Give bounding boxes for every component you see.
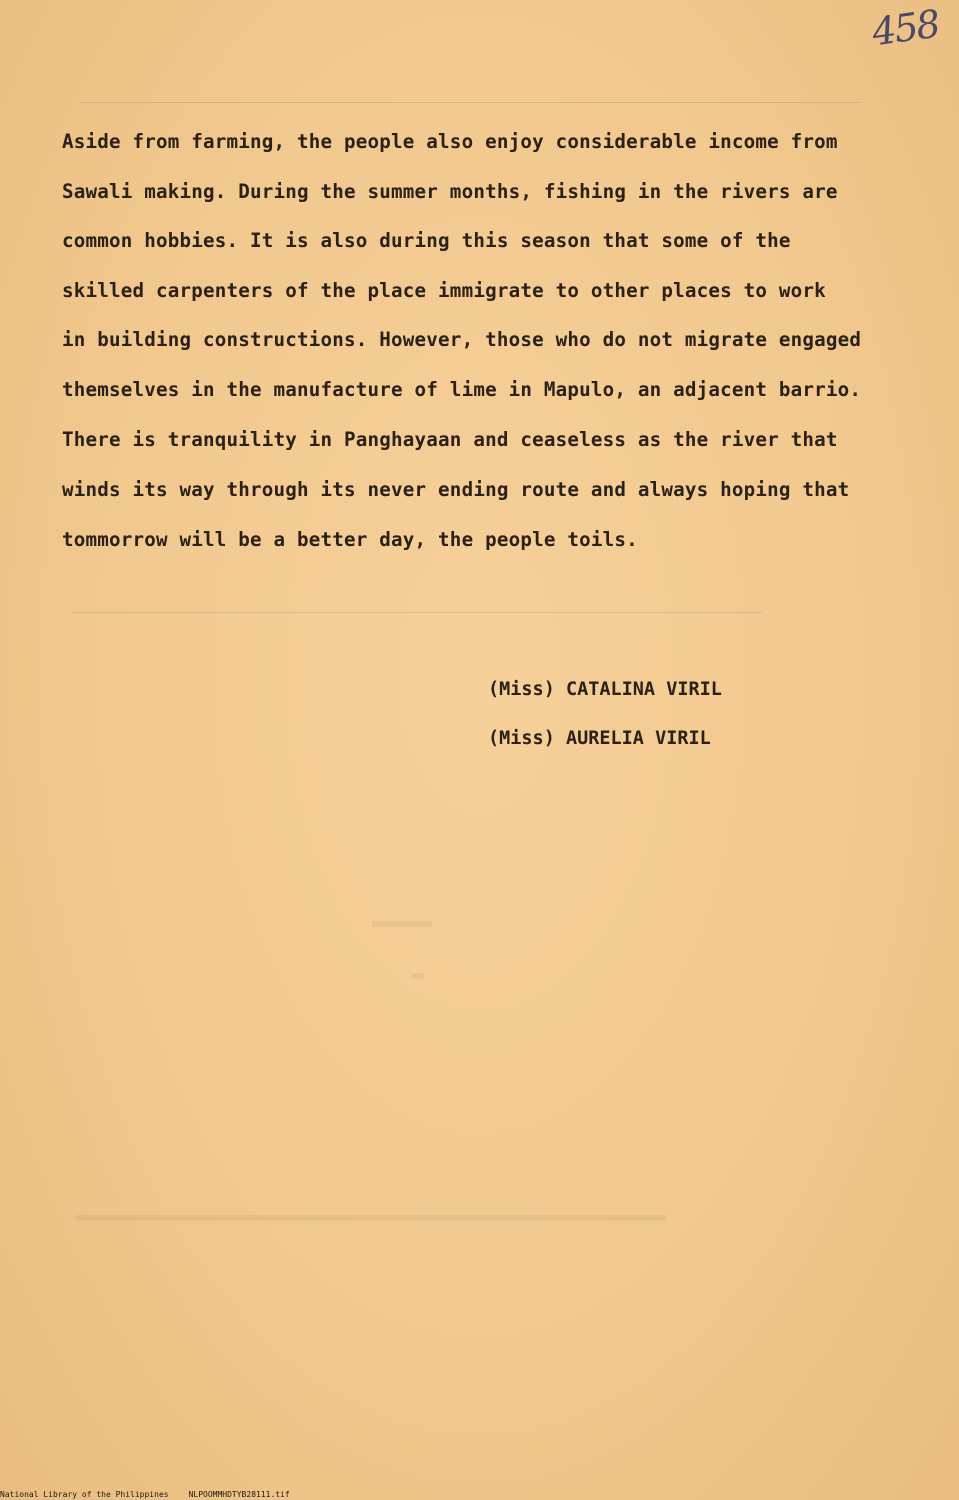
body-line: themselves in the manufacture of lime in Mapulo, an adjacent barrio. bbox=[62, 378, 862, 401]
bleed-through-mark: ▬▬▬▬▬ bbox=[372, 910, 433, 934]
signature-catalina: (Miss) CATALINA VIRIL bbox=[488, 679, 722, 700]
body-line: There is tranquility in Panghayaan and ceaseless as the river that bbox=[62, 428, 838, 451]
faint-rule-top bbox=[80, 102, 860, 103]
body-line: in building constructions. However, those who do not migrate engaged bbox=[62, 328, 862, 351]
body-line: skilled carpenters of the place immigrate to other places to work bbox=[62, 279, 826, 302]
scan-footer bbox=[0, 1490, 310, 1499]
body-line: common hobbies. It is also during this season that some of the bbox=[62, 229, 791, 252]
bleed-through-mark: ▬ bbox=[412, 962, 425, 986]
signature-block bbox=[488, 676, 722, 774]
bleed-through-mark: ▬▬▬▬▬▬▬▬▬▬▬▬▬▬▬▬▬▬▬▬▬▬▬▬▬▬▬▬▬▬▬▬▬▬▬▬▬▬▬▬▬▬▬▬▬▬▬▬▬ bbox=[76, 1204, 667, 1228]
page-number: 458 bbox=[869, 1, 942, 55]
body-line: Aside from farming, the people also enjoy considerable income from bbox=[62, 130, 838, 153]
footer-institution: National Library of the Philippines bbox=[0, 1490, 169, 1499]
faint-rule-middle bbox=[72, 612, 762, 613]
body-line: winds its way through its never ending route and always hoping that bbox=[62, 478, 850, 501]
body-line: tommorrow will be a better day, the people toils. bbox=[62, 528, 638, 551]
body-line: Sawali making. During the summer months, fishing in the rivers are bbox=[62, 180, 838, 203]
footer-file-name: NLPOOMMHDTYB28111.tif bbox=[188, 1490, 290, 1499]
signature-aurelia: (Miss) AURELIA VIRIL bbox=[488, 728, 711, 749]
